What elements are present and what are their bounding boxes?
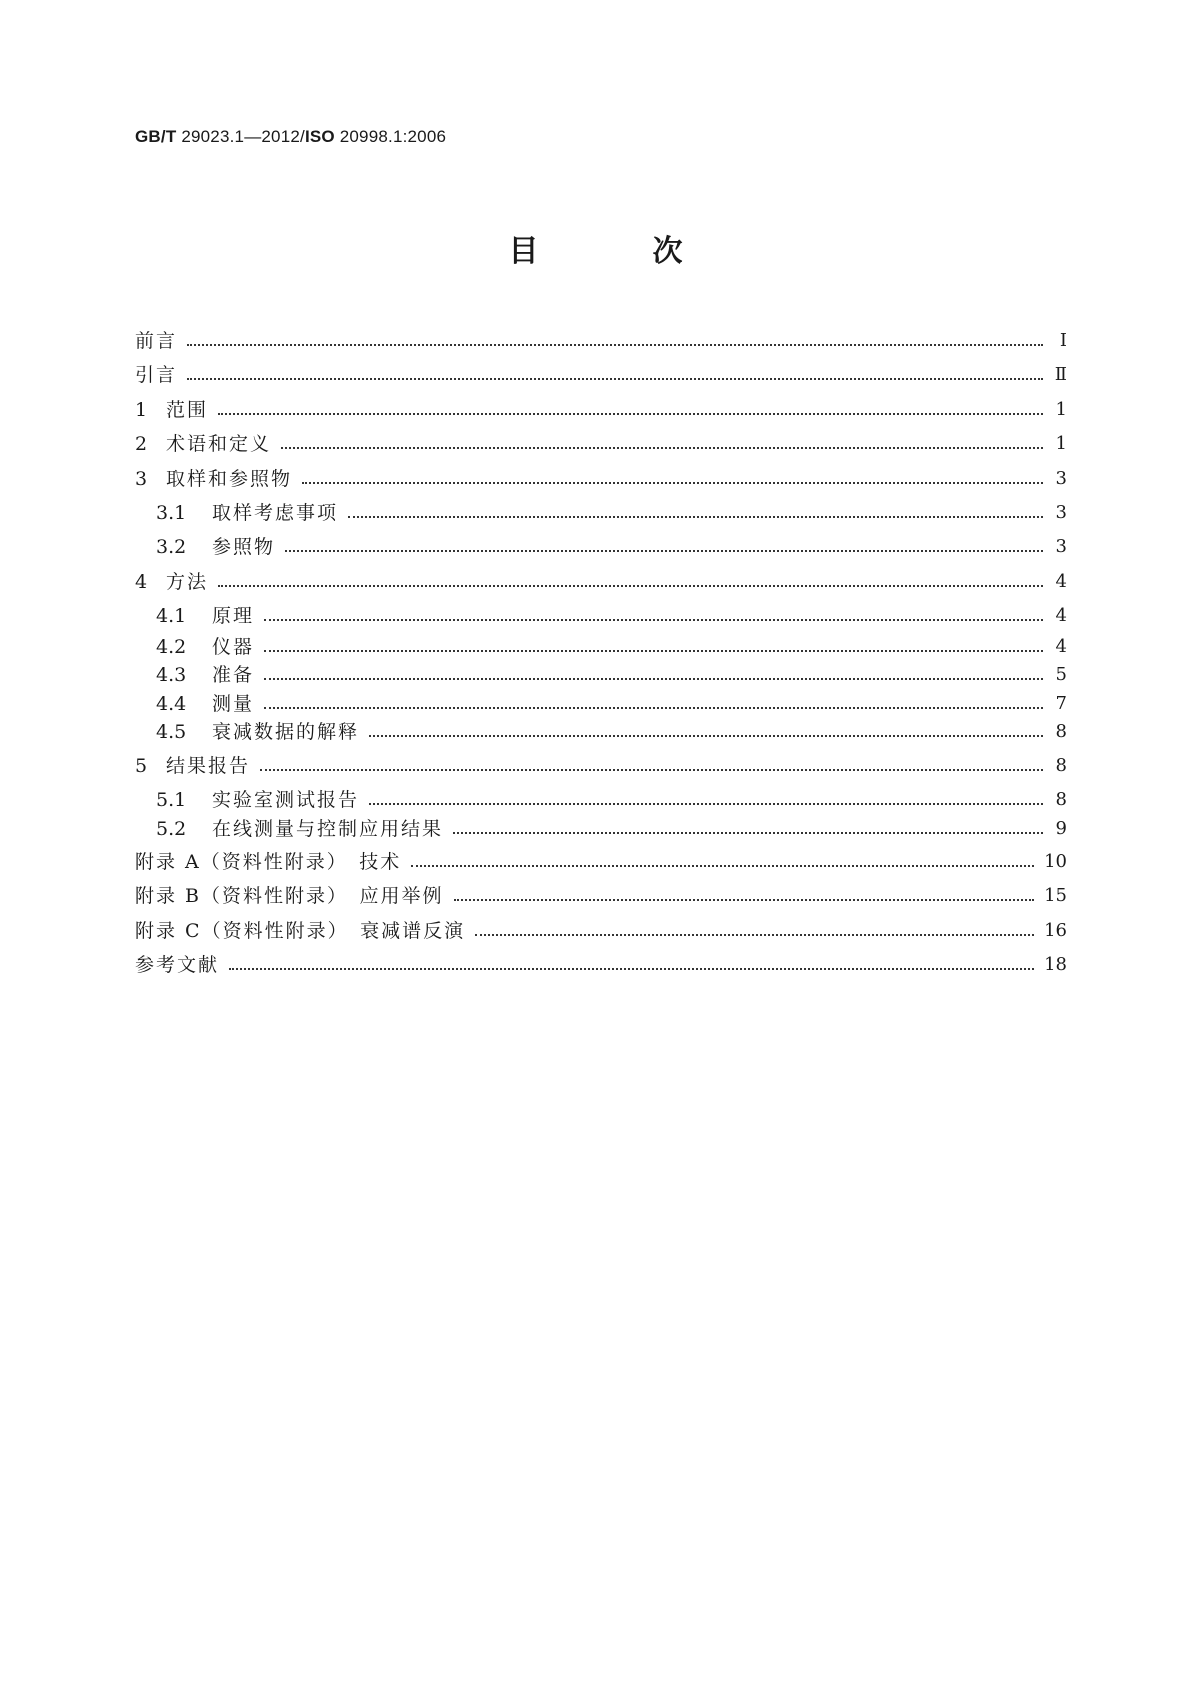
toc-entry[interactable] [135,914,1067,948]
toc-entry-label: 衰减数据的解释 [212,721,360,743]
toc-entry-page: Ⅱ [1054,364,1067,385]
toc-entry-page: 15 [1044,885,1067,906]
toc-entry[interactable] [135,948,1067,982]
toc-entry-page: 7 [1055,693,1067,714]
toc-entry-page: Ⅰ [1059,330,1067,351]
toc-entry-page: 5 [1055,664,1067,685]
toc-entry-number: 4.2 [156,636,187,658]
toc-entry-number: 1 [135,399,148,421]
toc-entry-label: 仪器 [212,636,255,658]
toc-entry-page: 4 [1055,571,1067,592]
toc-leader-dots [369,715,1043,749]
toc-entry[interactable] [135,427,1067,461]
toc-entry-number: 4.3 [156,664,187,686]
toc-entry-page: 3 [1055,536,1067,557]
toc-entry[interactable] [135,530,1067,564]
toc-entry-page: 8 [1055,755,1067,776]
toc-leader-dots [260,749,1043,783]
toc-entry[interactable] [135,565,1067,599]
toc-leader-dots [218,565,1043,599]
toc-entry-label: 准备 [212,664,255,686]
standard-number [135,127,446,147]
iso-code-number: 20998.1:2006 [334,127,447,146]
toc-entry-number: 5 [135,755,148,777]
iso-code-prefix: ISO [304,127,335,146]
toc-leader-dots [218,393,1043,427]
toc-entry-number: 3.1 [156,502,187,524]
toc-entry-label: 结果报告 [166,755,251,777]
toc-entry-label: 术语和定义 [166,433,272,455]
toc-leader-dots [348,496,1043,530]
toc-entry[interactable] [135,749,1067,783]
toc-entry-page: 3 [1055,502,1067,523]
toc-entry-page: 18 [1044,954,1067,975]
toc-entry-number: 3 [135,468,148,490]
toc-leader-dots [229,948,1034,982]
toc-entry[interactable] [135,812,1067,846]
toc-entry[interactable] [135,393,1067,427]
toc-entry[interactable] [135,599,1067,633]
toc-entry-label: 参照物 [212,536,276,558]
toc-entry-number: 4.1 [156,605,187,627]
toc-entry[interactable] [135,324,1067,358]
toc-entry-number: 3.2 [156,536,187,558]
toc-entry-label: 附录 A（资料性附录） 技术 [135,851,402,873]
toc-entry-page: 4 [1055,605,1067,626]
toc-entry-number: 4.5 [156,721,187,743]
toc-entry-number: 2 [135,433,148,455]
toc-entry-number: 5.2 [156,818,187,840]
toc-entry-page: 1 [1055,399,1067,420]
toc-leader-dots [187,358,1043,392]
toc-entry-page: 1 [1055,433,1067,454]
toc-leader-dots [285,530,1043,564]
toc-entry[interactable] [135,462,1067,496]
toc-entry-number: 5.1 [156,789,187,811]
toc-entry-label: 方法 [166,571,209,593]
toc-leader-dots [187,324,1043,358]
toc-entry[interactable] [135,879,1067,913]
toc-leader-dots [264,599,1043,633]
toc-entry[interactable] [135,845,1067,879]
toc-leader-dots [302,462,1043,496]
toc-leader-dots [454,879,1035,913]
toc-leader-dots [475,914,1034,948]
toc-entry-label: 在线测量与控制应用结果 [212,818,444,840]
toc-title: 目 次 [508,234,725,269]
toc-entry-label: 范围 [166,399,209,421]
standard-code-prefix: GB/T [135,127,177,146]
toc-entry[interactable] [135,358,1067,392]
toc-entry-page: 4 [1055,636,1067,657]
toc-entry-number: 4.4 [156,693,187,715]
toc-leader-dots [281,427,1043,461]
toc-entry-page: 8 [1055,789,1067,810]
toc-entry[interactable] [135,715,1067,749]
standard-code-number: 29023.1—2012/ [176,127,305,146]
toc-entry-label: 原理 [212,605,255,627]
toc-entry-page: 16 [1044,920,1067,941]
toc-entry-label: 附录 C（资料性附录） 衰减谱反演 [135,920,466,942]
toc-entry-label: 参考文献 [135,954,220,976]
toc-entry-label: 取样考虑事项 [212,502,339,524]
toc-entry-page: 10 [1044,851,1067,872]
toc-entry-page: 9 [1055,818,1067,839]
toc-leader-dots [453,812,1043,846]
toc-entry-label: 实验室测试报告 [212,789,360,811]
toc-entry-page: 8 [1055,721,1067,742]
toc-entry-page: 3 [1055,468,1067,489]
toc-entry-label: 附录 B（资料性附录） 应用举例 [135,885,444,907]
toc-entry[interactable] [135,496,1067,530]
toc-entry-number: 4 [135,571,148,593]
toc-entry-label: 测量 [212,693,255,715]
toc-leader-dots [411,845,1034,879]
toc-entry-label: 前言 [135,330,178,352]
toc-entry-label: 取样和参照物 [166,468,293,490]
toc-entry-label: 引言 [135,364,178,386]
